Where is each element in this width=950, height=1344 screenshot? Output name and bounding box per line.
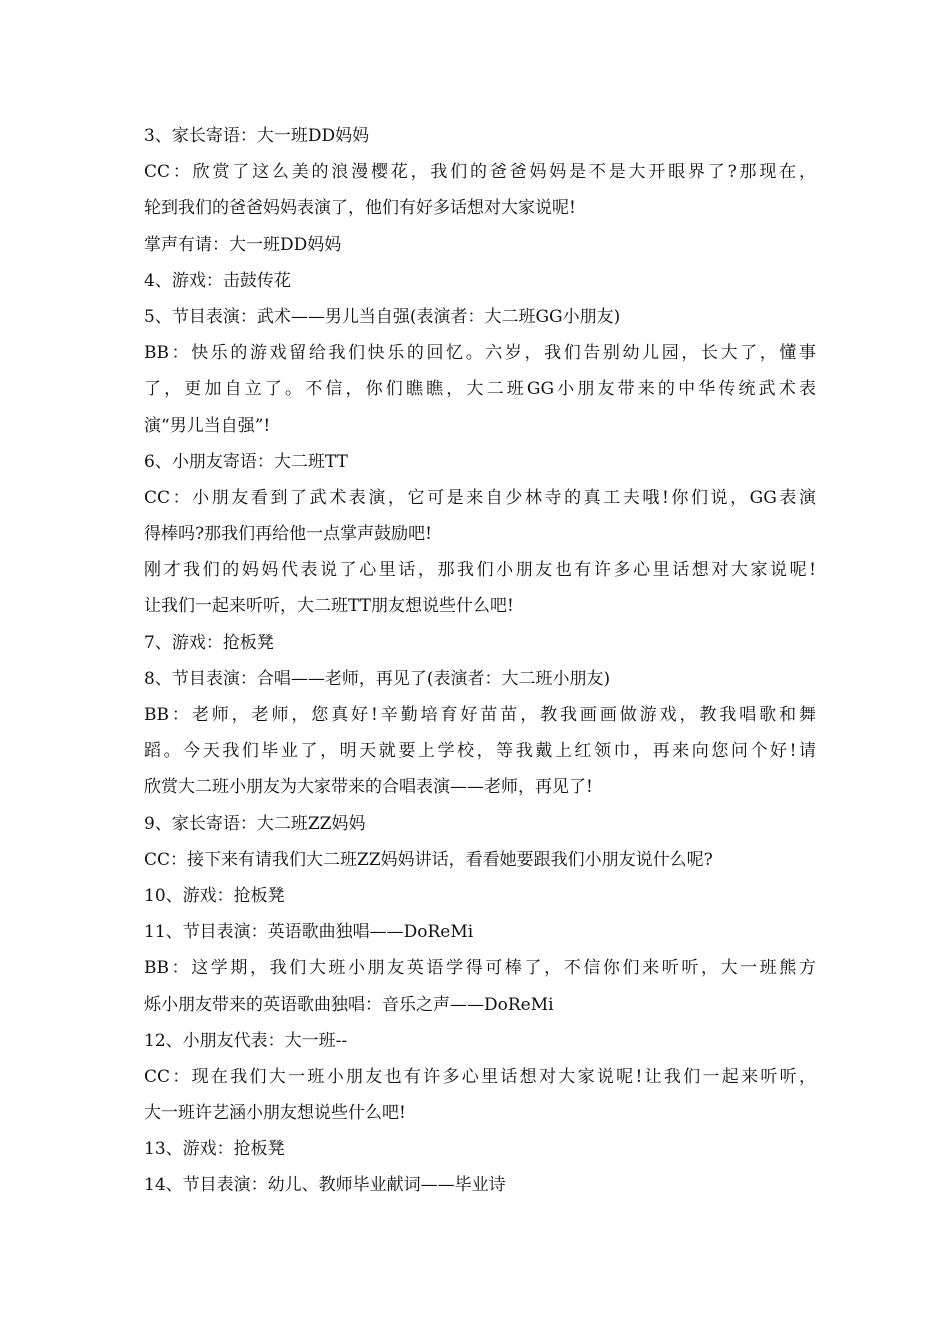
paragraph-line: BB：快乐的游戏留给我们快乐的回忆。六岁，我们告别幼儿园，长大了，懂事 — [144, 343, 816, 364]
section-heading: 7、游戏：抢板凳 — [144, 632, 274, 653]
section-heading: 12、小朋友代表：大一班-- — [144, 1030, 348, 1051]
paragraph-line: 演“男儿当自强”! — [144, 415, 271, 436]
section-heading: 5、节目表演：武术——男儿当自强(表演者：大二班GG小朋友) — [144, 306, 621, 327]
document-body — [144, 118, 816, 1204]
section-heading: 6、小朋友寄语：大二班TT — [144, 451, 348, 472]
section-heading: 8、节目表演：合唱——老师，再见了(表演者：大二班小朋友) — [144, 668, 611, 689]
paragraph-line: CC：接下来有请我们大二班ZZ妈妈讲话，看看她要跟我们小朋友说什么呢? — [144, 849, 713, 870]
paragraph-line: 了，更加自立了。不信，你们瞧瞧，大二班GG小朋友带来的中华传统武术表 — [144, 379, 816, 400]
paragraph-line: CC：欣赏了这么美的浪漫樱花，我们的爸爸妈妈是不是大开眼界了?那现在， — [144, 162, 816, 183]
paragraph-line: CC：现在我们大一班小朋友也有许多心里话想对大家说呢!让我们一起来听听， — [144, 1066, 816, 1087]
paragraph-line: 烁小朋友带来的英语歌曲独唱：音乐之声——DoReMi — [144, 994, 554, 1015]
paragraph-line: 大一班许艺涵小朋友想说些什么吧! — [144, 1103, 406, 1124]
section-heading: 11、节目表演：英语歌曲独唱——DoReMi — [144, 922, 474, 943]
section-heading: 10、游戏：抢板凳 — [144, 885, 285, 906]
paragraph-line: 欣赏大二班小朋友为大家带来的合唱表演——老师，再见了! — [144, 777, 593, 798]
paragraph-line: 掌声有请：大一班DD妈妈 — [144, 234, 342, 255]
paragraph-line: BB：老师，老师，您真好!辛勤培育好苗苗，教我画画做游戏，教我唱歌和舞 — [144, 705, 816, 725]
section-heading: 13、游戏：抢板凳 — [144, 1139, 285, 1160]
paragraph-line: BB：这学期，我们大班小朋友英语学得可棒了，不信你们来听听，大一班熊方 — [144, 958, 816, 979]
paragraph-line: 刚才我们的妈妈代表说了心里话，那我们小朋友也有许多心里话想对大家说呢! — [144, 560, 816, 581]
section-heading: 14、节目表演：幼儿、教师毕业献词——毕业诗 — [144, 1175, 506, 1196]
section-heading: 4、游戏：击鼓传花 — [144, 270, 291, 291]
section-heading: 9、家长寄语：大二班ZZ妈妈 — [144, 813, 366, 834]
paragraph-line: CC：小朋友看到了武术表演，它可是来自少林寺的真工夫哦!你们说，GG表演 — [144, 487, 816, 508]
paragraph-line: 蹈。今天我们毕业了，明天就要上学校，等我戴上红领巾，再来向您问个好!请 — [144, 741, 816, 762]
paragraph-line: 得棒吗?那我们再给他一点掌声鼓励吧! — [144, 524, 432, 545]
section-heading: 3、家长寄语：大一班DD妈妈 — [144, 126, 370, 146]
paragraph-line: 让我们一起来听听，大二班TT朋友想说些什么吧! — [144, 596, 514, 617]
paragraph-line: 轮到我们的爸爸妈妈表演了，他们有好多话想对大家说呢! — [144, 198, 576, 219]
